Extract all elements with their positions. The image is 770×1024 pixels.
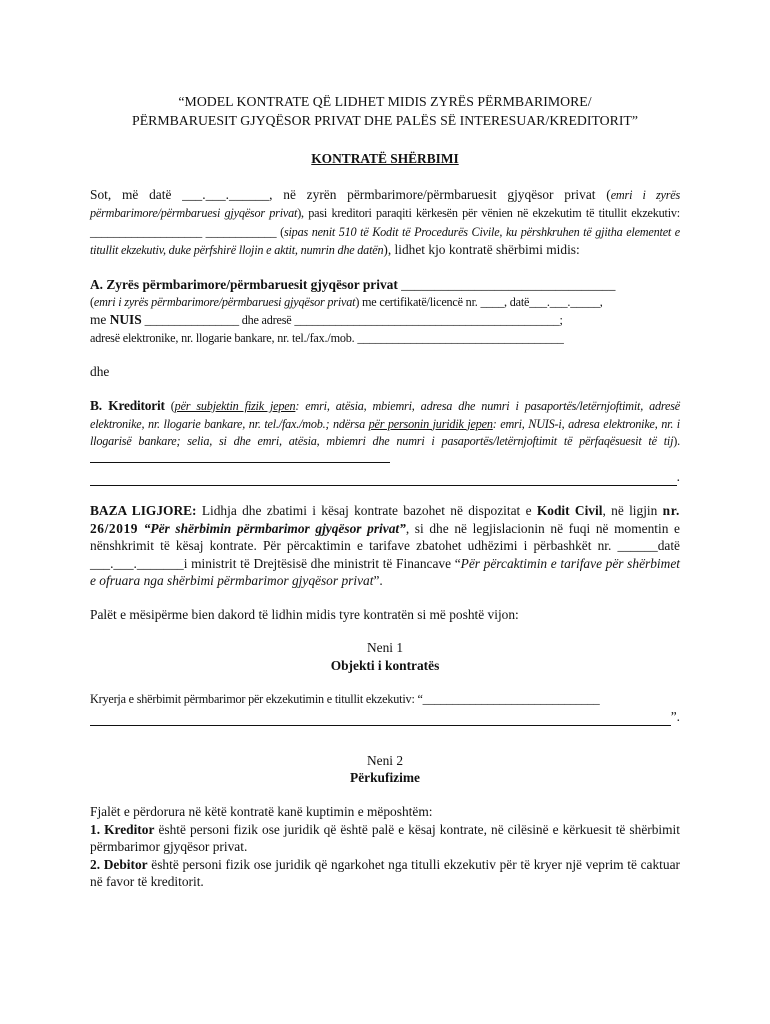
neni-1-title: Objekti i kontratës [330, 658, 440, 674]
debitor-label: 2. Debitor [90, 856, 148, 872]
party-a-address: ________________ dhe adresë _____________________________________________; [141, 313, 563, 328]
neni-1-text: Kryerja e shërbimit përmbarimor për ekzekutimin e titullit ekzekutiv: “______________________________ [90, 691, 600, 706]
document-page [90, 92, 680, 891]
party-b-paragraph: B. Kreditorit (për subjektin fizik jepen: emri, atësia, mbiemri, adresa dhe numri i pasaportës/letërnjoftimit, adresë elektronike, nr. llogarie bankare, nr. tel./fax./mob.; ndërsa për personin juridik jepen: emri, NUIS-i, adresa elektronike, nr. i llogarisë bankare; selia, si dhe emri, atësia, mbiemri dhe numri i pasaportës/letërnjoftimit të përfaqësuesit të tij). [90, 397, 680, 468]
baza-text-3: , si dhe në legjislacionin në fuqi në momentin e nënshkrimit të kësaj kontrate. Për përcaktimin e tarifave zbatohet udhëzimi i përbashkët nr. ______datë ___.___._______i ministrit të Drejtësisë dhe ministrit të Financave “ [90, 520, 680, 571]
neni-1-heading [90, 639, 680, 674]
contract-heading: KONTRATË SHËRBIMI [311, 151, 459, 166]
title-line-2: PËRMBARUESIT GJYQËSOR PRIVAT DHE PALËS SË INTERESUAR/KREDITORIT” [132, 113, 638, 128]
law-number: nr. 26/2019 [90, 502, 680, 536]
party-b-italic-2: : emri, NUIS-i, adresa elektronike, nr. i llogarisë bankare; selia, si dhe emri, atësia, mbiemri dhe numri i pasaportës/letërnjoftimit të përfaqësuesit të tij [90, 416, 680, 449]
baza-text-1: Lidhja dhe zbatimi i kësaj kontrate bazohet në dispozitat e [196, 502, 537, 518]
neni-2-number: Neni 2 [366, 752, 404, 768]
party-a-cert: ) me certifikatë/licencë nr. ____, datë___.___._____, [355, 294, 603, 309]
title-line-1: “MODEL KONTRATE QË LIDHET MIDIS ZYRËS PËRMBARIMORE/ [178, 94, 592, 109]
party-a-line-2: (emri i zyrës përmbarimore/përmbaruesi gjyqësor privat) me certifikatë/licencë nr. ____, datë___.___._____, [90, 294, 603, 309]
intro-italic-2: sipas nenit 510 të Kodit të Procedurës Civile, ku përshkruhen të gjitha elementet e titullit ekzekutiv, duke përfshirë llojin e aktit, numrin dhe datën [90, 224, 680, 258]
neni-2-intro: Fjalët e përdorura në këtë kontratë kanë kuptimin e mëposhtëm: [90, 804, 433, 820]
kreditor-label: 1. Kreditor [90, 821, 155, 837]
dhe-text: dhe [90, 364, 110, 380]
law-title: “Për shërbimin përmbarimor gjyqësor privat” [138, 520, 406, 536]
intro-text-3: ), lidhet kjo kontratë shërbimi midis: [383, 242, 580, 258]
baza-text-2: , në ligjin [602, 502, 663, 518]
nuis-label: NUIS [109, 312, 142, 328]
party-a-label: A. Zyrës përmbarimore/përmbaruesit gjyqësor privat [90, 276, 398, 292]
neni-1-end: ”. [670, 709, 680, 725]
neni-1-blank-row [90, 708, 680, 726]
neni-2-heading [90, 752, 680, 787]
kreditor-text: është personi fizik ose juridik që është palë e kësaj kontrate, në cilësinë e kërkuesit të shërbimit përmbarimor gjyqësor privat. [90, 821, 680, 855]
debitor-text: është personi fizik ose juridik që ngarkohet nga titulli ekzekutiv për të kryer një veprim të caktuar në favor të kreditorit. [90, 856, 680, 890]
intro-italic-1: emri i zyrës përmbarimore/përmbaruesi gjyqësor privat [90, 187, 681, 221]
party-b-underlined-1: për subjektin fizik jepen [174, 398, 296, 413]
intro-paragraph [90, 186, 680, 260]
party-b-section [90, 397, 680, 486]
neni-1-blank [90, 711, 671, 726]
kodi-civil: Kodit Civil [536, 502, 603, 518]
party-a-line-4: adresë elektronike, nr. llogarie bankare, nr. tel./fax./mob. ___________________________________ [90, 330, 564, 345]
party-b-blank-row [90, 468, 680, 486]
party-b-blank-1 [90, 451, 390, 463]
party-b-label: B. Kreditorit [90, 397, 165, 413]
party-b-end: . [677, 434, 680, 449]
baza-label: BAZA LIGJORE: [90, 502, 197, 518]
baza-text-4: ”. [373, 573, 383, 589]
party-a-me: me [90, 312, 110, 328]
baza-italic: Për përcaktimin e tarifave për shërbimet e ofruara nga shërbimi përmbarimor gjyqësor privat [90, 555, 680, 589]
neni-1-number: Neni 1 [366, 640, 404, 656]
intro-text-1: Sot, më datë ___.___.______, në zyrën përmbarimore/përmbaruesit gjyqësor privat ( [90, 186, 611, 202]
baza-ligjore-paragraph [90, 502, 680, 590]
neni-2-title: Përkufizime [350, 770, 420, 786]
party-a-section [90, 276, 680, 347]
agreement-sentence: Palët e mësipërme bien dakord të lidhin midis tyre kontratën si më poshtë vijon: [90, 606, 519, 622]
definition-kreditor [90, 821, 680, 856]
party-b-period: . [676, 469, 680, 485]
party-b-italic-1: : emri, atësia, mbiemri, adresa dhe numri i pasaportës/letërnjoftimit, adresë elektronike, nr. llogarie bankare, nr. tel./fax./mob.; ndërsa [90, 398, 680, 431]
party-b-underlined-2: për personin juridik jepen [368, 416, 493, 431]
definition-debitor [90, 856, 680, 891]
party-a-line-3 [90, 311, 680, 330]
intro-text-2: ), pasi kreditori paraqiti kërkesën për vënien në ekzekutim të titullit ekzekutiv: ___________________ ____________ ( [90, 206, 680, 239]
party-a-blank: ________________________________ [397, 276, 616, 292]
party-b-blank-2 [90, 471, 677, 486]
party-a-italic: emri i zyrës përmbarimore/përmbaruesi gjyqësor privat [93, 294, 356, 309]
party-a-line-1 [90, 276, 680, 294]
document-title [90, 92, 680, 130]
